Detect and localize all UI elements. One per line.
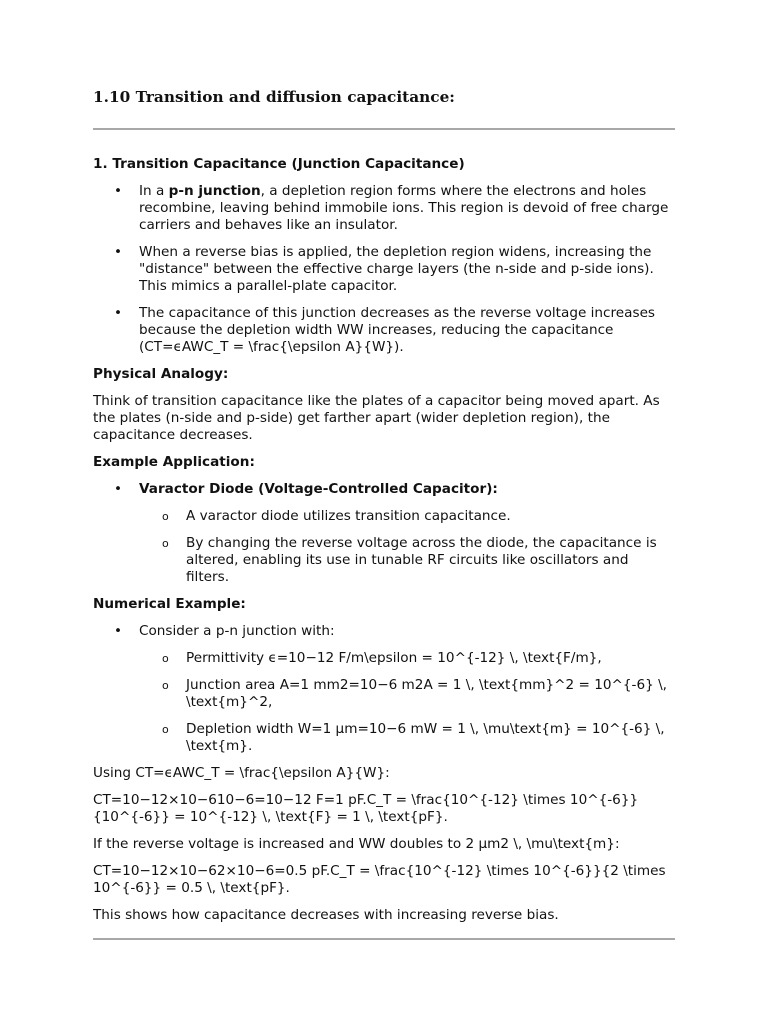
sub-list-item: o Depletion width W=1 μm=10−6 mW = 1 \, \mu\text{m} = 10^{-6} \, \text{m}. (93, 721, 675, 755)
numerical-example-label: Numerical Example: (93, 596, 246, 612)
bottom-divider (93, 938, 675, 940)
example-application-label: Example Application: (93, 454, 255, 470)
sub-list-item: o By changing the reverse voltage across the diode, the capacitance is altered, enabling its use in tunable RF circuits like oscillators and filters. (93, 535, 675, 586)
physical-analogy-label: Physical Analogy: (93, 366, 229, 382)
bullet-bold-term: p-n junction (168, 183, 261, 199)
subsection-heading: 1. Transition Capacitance (Junction Capacitance) (93, 156, 465, 172)
sub-list-item: o Junction area A=1 mm2=10−6 m2A = 1 \, \text{mm}^2 = 10^{-6} \, \text{m}^2, (93, 677, 675, 711)
consider-item: Consider a p-n junction with: (139, 623, 335, 639)
list-item (93, 183, 675, 234)
example-application-list (93, 481, 675, 586)
varactor-sub-list (139, 508, 675, 586)
document-page (93, 86, 675, 940)
varactor-item: Varactor Diode (Voltage-Controlled Capacitor): (139, 481, 498, 497)
sub-list-item: o Permittivity ϵ=10−12 F/m\epsilon = 10^{-12} \, \text{F/m}, (93, 650, 675, 667)
physical-analogy-text: Think of transition capacitance like the plates of a capacitor being moved apart. As the plates (n-side and p-side) get farther apart (wider depletion region), the capacitance decreases. (93, 393, 660, 443)
bullet-rest: , a depletion region forms where the electrons and holes recombine, leaving behind immobile ions. This region is devoid of free charge carriers and behaves like an insulator. (139, 183, 669, 233)
top-divider (93, 128, 675, 130)
bullet-prefix: In a (139, 183, 169, 199)
numerical-example-list (93, 623, 675, 755)
parameters-sub-list (139, 650, 675, 755)
formula-paragraph: Using CT=ϵAWC_T = \frac{\epsilon A}{W}: (93, 765, 390, 781)
list-item: • When a reverse bias is applied, the depletion region widens, increasing the "distance" between the effective charge layers (the n-side and p-side ions). This mimics a parallel-plate capacitor. (93, 244, 675, 295)
calculation-paragraph: CT=10−12×10−610−6=10−12 F=1 pF.C_T = \frac{10^{-12} \times 10^{-6}}{10^{-6}} = 10^{-12} \, \text{F} = 1 \, \text{pF}. (93, 792, 639, 825)
calculation-paragraph: CT=10−12×10−62×10−6=0.5 pF.C_T = \frac{10^{-12} \times 10^{-6}}{2 \times 10^{-6}} = 0.5 \, \text{pF}. (93, 863, 666, 896)
list-item: • The capacitance of this junction decreases as the reverse voltage increases because the depletion width WW increases, reducing the capacitance (CT=ϵAWC_T = \frac{\epsilon A}{W}). (93, 305, 675, 356)
section-title: 1.10 Transition and diffusion capacitance: (93, 88, 455, 106)
transition-bullet-list (93, 183, 675, 356)
conclusion-paragraph: This shows how capacitance decreases with increasing reverse bias. (93, 907, 559, 923)
list-item (93, 481, 675, 586)
reverse-voltage-paragraph: If the reverse voltage is increased and WW doubles to 2 μm2 \, \mu\text{m}: (93, 836, 620, 852)
sub-list-item: o A varactor diode utilizes transition capacitance. (93, 508, 675, 525)
list-item (93, 623, 675, 755)
